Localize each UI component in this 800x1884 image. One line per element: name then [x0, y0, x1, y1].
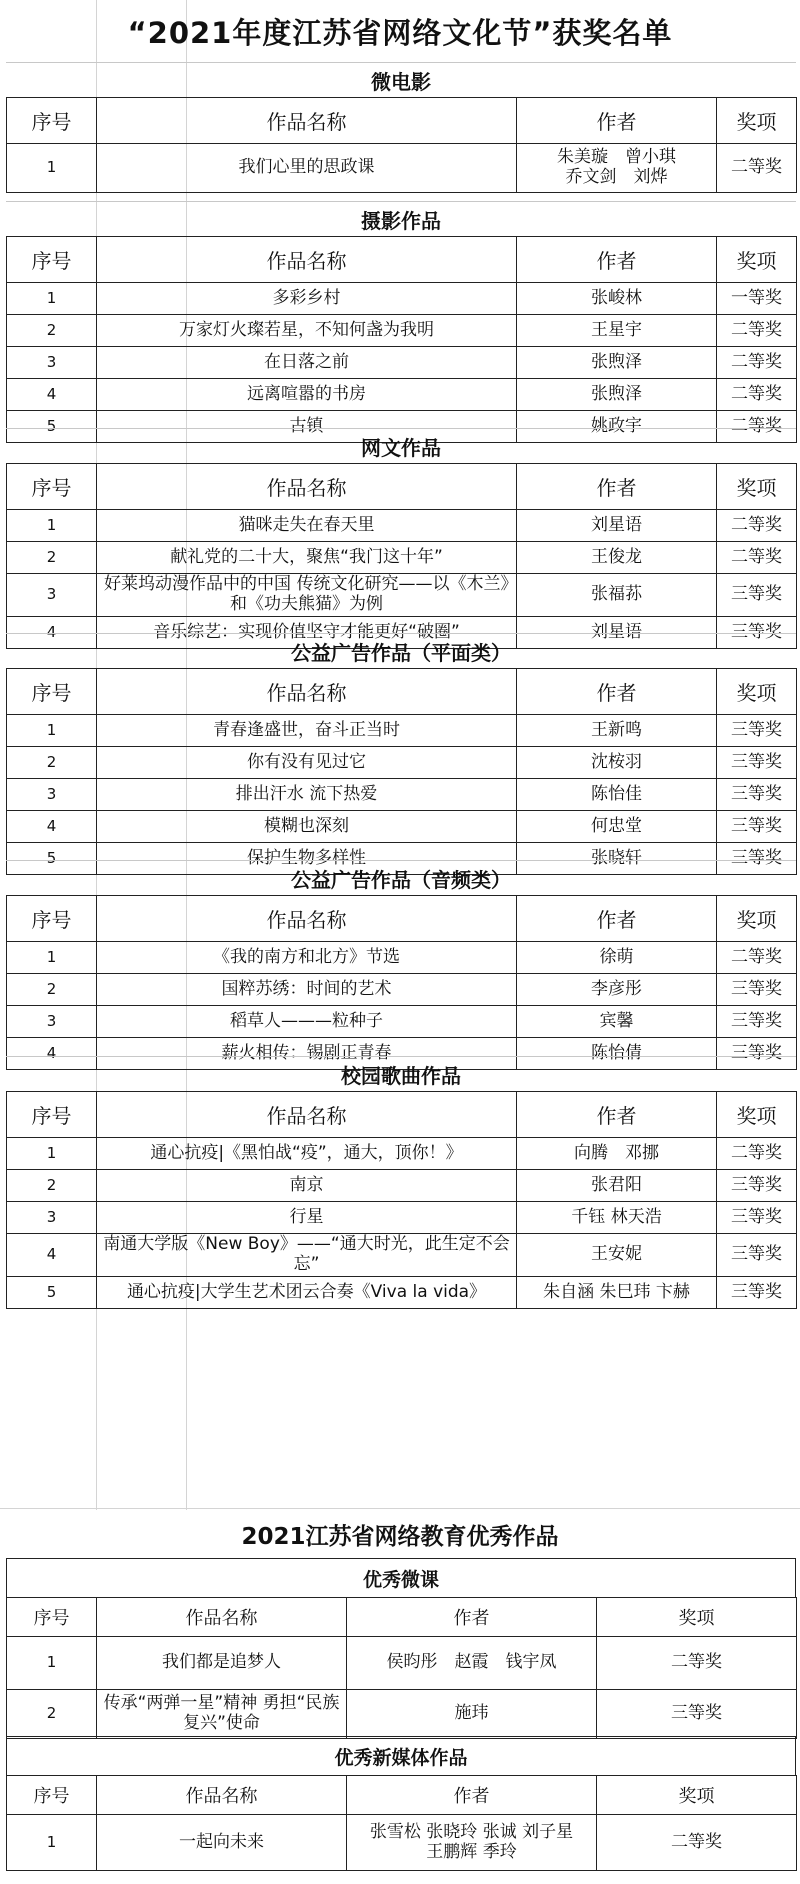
cell-no: 2 — [7, 315, 97, 347]
cell-no: 1 — [7, 1138, 97, 1170]
section-6 — [6, 1056, 796, 1309]
award-table — [6, 97, 797, 193]
cell-award: 二等奖 — [717, 1138, 797, 1170]
cell-author: 王俊龙 — [517, 542, 717, 574]
cell-no: 1 — [7, 1815, 97, 1871]
header-award: 奖项 — [717, 98, 797, 144]
cell-no: 5 — [7, 843, 97, 875]
header-author: 作者 — [517, 464, 717, 510]
cell-author: 朱自涵 朱巳玮 卞赫 — [517, 1277, 717, 1309]
cell-author: 王新鸣 — [517, 715, 717, 747]
cell-author: 姚政宇 — [517, 411, 717, 443]
cell-author: 张峻林 — [517, 283, 717, 315]
table-row — [7, 1202, 797, 1234]
cell-name: 传承“两弹一星”精神 勇担“民族复兴”使命 — [97, 1690, 347, 1739]
cell-no: 2 — [7, 1170, 97, 1202]
award-table — [6, 1597, 797, 1739]
page-title: “2021年度江苏省网络文化节”获奖名单 — [127, 15, 673, 50]
cell-award: 三等奖 — [717, 1170, 797, 1202]
cell-no: 3 — [7, 1006, 97, 1038]
cell-no: 1 — [7, 942, 97, 974]
award-table — [6, 236, 797, 443]
cell-award: 三等奖 — [717, 747, 797, 779]
table-row — [7, 1006, 797, 1038]
section-5 — [6, 860, 796, 1070]
cell-award: 二等奖 — [717, 411, 797, 443]
table-row — [7, 974, 797, 1006]
section-2 — [6, 201, 796, 443]
header-author: 作者 — [517, 896, 717, 942]
header-no: 序号 — [7, 237, 97, 283]
table-header-row — [7, 669, 797, 715]
cell-no: 3 — [7, 347, 97, 379]
header-award: 奖项 — [717, 669, 797, 715]
cell-author: 宾馨 — [517, 1006, 717, 1038]
cell-no: 2 — [7, 542, 97, 574]
cell-award: 二等奖 — [717, 510, 797, 542]
table-header-row — [7, 464, 797, 510]
section-title: 微电影 — [6, 62, 796, 97]
header-award: 奖项 — [717, 1092, 797, 1138]
section-title: 优秀微课 — [6, 1558, 796, 1597]
table-row — [7, 347, 797, 379]
cell-award: 三等奖 — [597, 1690, 797, 1739]
cell-award: 二等奖 — [717, 542, 797, 574]
cell-author: 朱美璇 曾小琪 乔文剑 刘烨 — [517, 144, 717, 193]
cell-award: 三等奖 — [717, 1234, 797, 1277]
cell-no: 5 — [7, 411, 97, 443]
header-name: 作品名称 — [97, 896, 517, 942]
header-name: 作品名称 — [97, 669, 517, 715]
cell-author: 徐萌 — [517, 942, 717, 974]
cell-award: 二等奖 — [597, 1637, 797, 1690]
cell-award: 一等奖 — [717, 283, 797, 315]
cell-name: 多彩乡村 — [97, 283, 517, 315]
section-title: 网文作品 — [6, 428, 796, 463]
header-no: 序号 — [7, 98, 97, 144]
cell-author: 王星宇 — [517, 315, 717, 347]
cell-name: 青春逢盛世，奋斗正当时 — [97, 715, 517, 747]
award-table — [6, 1775, 797, 1871]
cell-name: 南通大学版《New Boy》——“通大时光，此生定不会忘” — [97, 1234, 517, 1277]
cell-no: 4 — [7, 1234, 97, 1277]
header-name: 作品名称 — [97, 1776, 347, 1815]
cell-name: 稻草人———粒种子 — [97, 1006, 517, 1038]
header-name: 作品名称 — [97, 237, 517, 283]
cell-author: 李彦彤 — [517, 974, 717, 1006]
cell-no: 2 — [7, 747, 97, 779]
award-table — [6, 1091, 797, 1309]
section-title: 摄影作品 — [6, 201, 796, 236]
cell-award: 二等奖 — [717, 347, 797, 379]
cell-author: 张晓轩 — [517, 843, 717, 875]
table-row — [7, 574, 797, 617]
cell-author: 张雪松 张晓玲 张诚 刘子星 王鹏辉 季玲 — [347, 1815, 597, 1871]
cell-no: 2 — [7, 1690, 97, 1739]
section-title: 公益广告作品（平面类） — [6, 633, 796, 668]
cell-author: 王安妮 — [517, 1234, 717, 1277]
section-3 — [6, 428, 796, 649]
header-no: 序号 — [7, 669, 97, 715]
table-header-row — [7, 1776, 797, 1815]
header-award: 奖项 — [717, 464, 797, 510]
cell-name: 猫咪走失在春天里 — [97, 510, 517, 542]
cell-name: 南京 — [97, 1170, 517, 1202]
award-table — [6, 668, 797, 875]
cell-name: 《我的南方和北方》节选 — [97, 942, 517, 974]
table-row — [7, 942, 797, 974]
cell-no: 3 — [7, 574, 97, 617]
bottom-section-1 — [6, 1558, 796, 1739]
table-header-row — [7, 896, 797, 942]
section-4 — [6, 633, 796, 875]
header-no: 序号 — [7, 1092, 97, 1138]
cell-award: 三等奖 — [717, 811, 797, 843]
table-row — [7, 779, 797, 811]
cell-no: 3 — [7, 779, 97, 811]
header-award: 奖项 — [597, 1776, 797, 1815]
cell-name: 远离喧嚣的书房 — [97, 379, 517, 411]
table-row — [7, 1234, 797, 1277]
table-header-row — [7, 237, 797, 283]
table-header-row — [7, 1092, 797, 1138]
cell-no: 5 — [7, 1277, 97, 1309]
cell-name: 模糊也深刻 — [97, 811, 517, 843]
cell-award: 三等奖 — [717, 974, 797, 1006]
cell-award: 三等奖 — [717, 1038, 797, 1070]
award-table — [6, 895, 797, 1070]
cell-award: 三等奖 — [717, 574, 797, 617]
cell-no: 1 — [7, 283, 97, 315]
cell-no: 1 — [7, 510, 97, 542]
cell-author: 张煦泽 — [517, 347, 717, 379]
award-table — [6, 463, 797, 649]
cell-award: 三等奖 — [717, 843, 797, 875]
table-row — [7, 315, 797, 347]
header-name: 作品名称 — [97, 1598, 347, 1637]
cell-author: 陈怡倩 — [517, 1038, 717, 1070]
table-row — [7, 1637, 797, 1690]
table-row — [7, 1170, 797, 1202]
table-row — [7, 715, 797, 747]
cell-award: 三等奖 — [717, 1202, 797, 1234]
cell-name: 薪火相传：锡剧正青春 — [97, 1038, 517, 1070]
cell-author: 张君阳 — [517, 1170, 717, 1202]
cell-name: 好莱坞动漫作品中的中国 传统文化研究——以《木兰》和《功夫熊猫》为例 — [97, 574, 517, 617]
cell-name: 在日落之前 — [97, 347, 517, 379]
table-header-row — [7, 1598, 797, 1637]
header-name: 作品名称 — [97, 98, 517, 144]
cell-name: 我们心里的思政课 — [97, 144, 517, 193]
cell-award: 二等奖 — [717, 315, 797, 347]
section-title: 校园歌曲作品 — [6, 1056, 796, 1091]
cell-no: 4 — [7, 379, 97, 411]
section-1 — [6, 62, 796, 193]
header-no: 序号 — [7, 1598, 97, 1637]
cell-name: 献礼党的二十大，聚焦“我门这十年” — [97, 542, 517, 574]
cell-award: 三等奖 — [717, 715, 797, 747]
bottom-section-2 — [6, 1736, 796, 1871]
bottom-title: 2021江苏省网络教育优秀作品 — [0, 1508, 800, 1559]
cell-name: 排出汗水 流下热爱 — [97, 779, 517, 811]
cell-author: 何忠堂 — [517, 811, 717, 843]
cell-no: 3 — [7, 1202, 97, 1234]
cell-no: 1 — [7, 715, 97, 747]
header-author: 作者 — [347, 1598, 597, 1637]
cell-name: 国粹苏绣：时间的艺术 — [97, 974, 517, 1006]
table-row — [7, 1277, 797, 1309]
cell-award: 三等奖 — [717, 1277, 797, 1309]
section-title: 公益广告作品（音频类） — [6, 860, 796, 895]
header-no: 序号 — [7, 896, 97, 942]
table-row — [7, 542, 797, 574]
cell-name: 行星 — [97, 1202, 517, 1234]
table-row — [7, 510, 797, 542]
cell-name: 你有没有见过它 — [97, 747, 517, 779]
cell-no: 1 — [7, 144, 97, 193]
header-author: 作者 — [517, 1092, 717, 1138]
cell-name: 我们都是追梦人 — [97, 1637, 347, 1690]
cell-award: 二等奖 — [597, 1815, 797, 1871]
cell-author: 施玮 — [347, 1690, 597, 1739]
cell-author: 刘星语 — [517, 617, 717, 649]
section-title: 优秀新媒体作品 — [6, 1736, 796, 1775]
cell-author: 向腾 邓挪 — [517, 1138, 717, 1170]
table-row — [7, 1815, 797, 1871]
header-award: 奖项 — [597, 1598, 797, 1637]
header-name: 作品名称 — [97, 464, 517, 510]
cell-author: 侯昀彤 赵霞 钱宇凤 — [347, 1637, 597, 1690]
cell-name: 通心抗疫|《黑怕战“疫”，通大，顶你！》 — [97, 1138, 517, 1170]
table-row — [7, 1138, 797, 1170]
cell-no: 1 — [7, 1637, 97, 1690]
header-no: 序号 — [7, 1776, 97, 1815]
table-row — [7, 811, 797, 843]
header-name: 作品名称 — [97, 1092, 517, 1138]
cell-author: 刘星语 — [517, 510, 717, 542]
cell-name: 音乐综艺：实现价值坚守才能更好“破圈” — [97, 617, 517, 649]
table-row — [7, 1690, 797, 1739]
cell-award: 三等奖 — [717, 617, 797, 649]
header-award: 奖项 — [717, 896, 797, 942]
header-author: 作者 — [517, 669, 717, 715]
table-row — [7, 379, 797, 411]
header-award: 奖项 — [717, 237, 797, 283]
cell-no: 4 — [7, 617, 97, 649]
table-row — [7, 144, 797, 193]
table-row — [7, 747, 797, 779]
cell-award: 二等奖 — [717, 379, 797, 411]
cell-award: 二等奖 — [717, 942, 797, 974]
cell-author: 张福荪 — [517, 574, 717, 617]
cell-name: 通心抗疫|大学生艺术团云合奏《Viva la vida》 — [97, 1277, 517, 1309]
cell-name: 万家灯火璨若星，不知何盏为我明 — [97, 315, 517, 347]
header-author: 作者 — [517, 98, 717, 144]
cell-author: 沈桉羽 — [517, 747, 717, 779]
header-author: 作者 — [347, 1776, 597, 1815]
cell-award: 二等奖 — [717, 144, 797, 193]
cell-no: 4 — [7, 1038, 97, 1070]
cell-name: 保护生物多样性 — [97, 843, 517, 875]
cell-author: 张煦泽 — [517, 379, 717, 411]
cell-author: 陈怡佳 — [517, 779, 717, 811]
table-header-row — [7, 98, 797, 144]
cell-name: 一起向未来 — [97, 1815, 347, 1871]
cell-no: 4 — [7, 811, 97, 843]
table-row — [7, 283, 797, 315]
cell-author: 千钰 林天浩 — [517, 1202, 717, 1234]
header-author: 作者 — [517, 237, 717, 283]
cell-no: 2 — [7, 974, 97, 1006]
cell-award: 三等奖 — [717, 1006, 797, 1038]
cell-name: 古镇 — [97, 411, 517, 443]
header-no: 序号 — [7, 464, 97, 510]
cell-award: 三等奖 — [717, 779, 797, 811]
